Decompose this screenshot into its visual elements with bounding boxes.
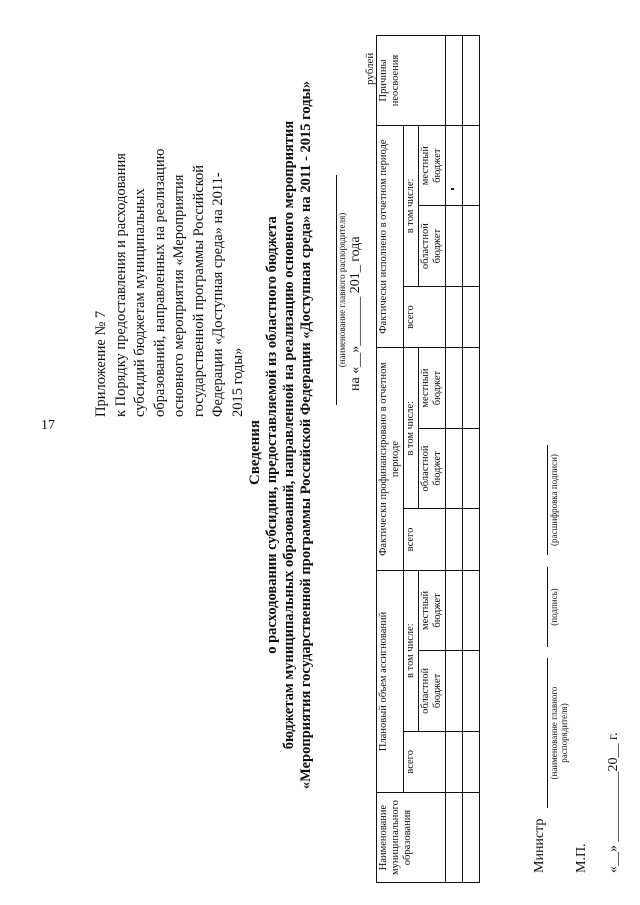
- report-table: [376, 35, 480, 883]
- appendix-block: [92, 77, 248, 417]
- col-regional-budget: областной бюджет: [419, 651, 446, 731]
- distributor-signature-line: [547, 658, 548, 808]
- col-reasons: Причины неосвоения: [377, 36, 446, 126]
- title-line: о расходовании субсидии, предоставляемой из областного бюджета: [264, 216, 280, 654]
- group-planned: Плановый объем ассигнований: [377, 570, 404, 792]
- group-financed: Фактически профинансировано в отчетном периоде: [377, 348, 404, 570]
- appendix-line: государственной программы Российской: [190, 164, 207, 417]
- table-row: [446, 36, 463, 883]
- col-municipality: Наименование муниципального образования: [377, 793, 446, 883]
- title-line: бюджетам муниципальных образований, направленной на реализацию основного мероприятия: [281, 120, 297, 750]
- stamp-place-label: М.П.: [574, 843, 589, 873]
- signature-caption: (подпись): [549, 588, 559, 626]
- col-local-budget: местный бюджет: [419, 348, 446, 428]
- document-heading: Сведения: [247, 419, 263, 486]
- table-row: [463, 36, 480, 883]
- appendix-line: субсидий бюджетам муниципальных: [132, 188, 148, 417]
- distributor-caption: (наименование главного распорядителя): [549, 686, 569, 780]
- col-local-budget: местный бюджет: [419, 125, 446, 205]
- currency-unit: рублей: [364, 52, 376, 85]
- col-regional-budget: областной бюджет: [419, 206, 446, 286]
- report-date-line: на «__»_______ 201_ года: [348, 236, 363, 391]
- decode-caption: (расшифровка подписи): [549, 454, 559, 546]
- col-local-budget: местный бюджет: [419, 570, 446, 650]
- appendix-line: образований, направленных на реализацию: [151, 148, 168, 417]
- appendix-line: 2015 годы»: [229, 347, 246, 417]
- col-total: всего: [404, 731, 446, 793]
- col-including: в том числе:: [404, 570, 419, 731]
- col-total: всего: [404, 509, 446, 571]
- decode-line: [547, 445, 548, 555]
- appendix-line: Федерации «Доступная среда» на 2011-: [210, 172, 226, 417]
- appendix-line: Приложение № 7: [93, 310, 109, 417]
- appendix-line: к Порядку предоставления и расходования: [112, 153, 129, 417]
- page-number: 17: [41, 418, 55, 433]
- appendix-line: основного мероприятия «Мероприятия: [171, 174, 187, 417]
- minister-label: Министр: [532, 818, 547, 873]
- title-line: «Мероприятия государственной программы Российской Федерации «Доступная среда» на 2011 - 2015 годы»: [298, 80, 314, 790]
- col-including: в том числе:: [404, 348, 419, 509]
- col-including: в том числе:: [404, 125, 419, 286]
- signature-line: [547, 567, 548, 647]
- distributor-name-caption: (наименование главного распорядителя): [337, 212, 347, 368]
- group-executed: Фактически исполнено в отчетном периоде: [377, 125, 404, 347]
- document-title: [264, 35, 315, 835]
- col-regional-budget: областной бюджет: [419, 428, 446, 508]
- col-total: всего: [404, 286, 446, 348]
- signature-date: «__» __________20__ г.: [606, 732, 621, 873]
